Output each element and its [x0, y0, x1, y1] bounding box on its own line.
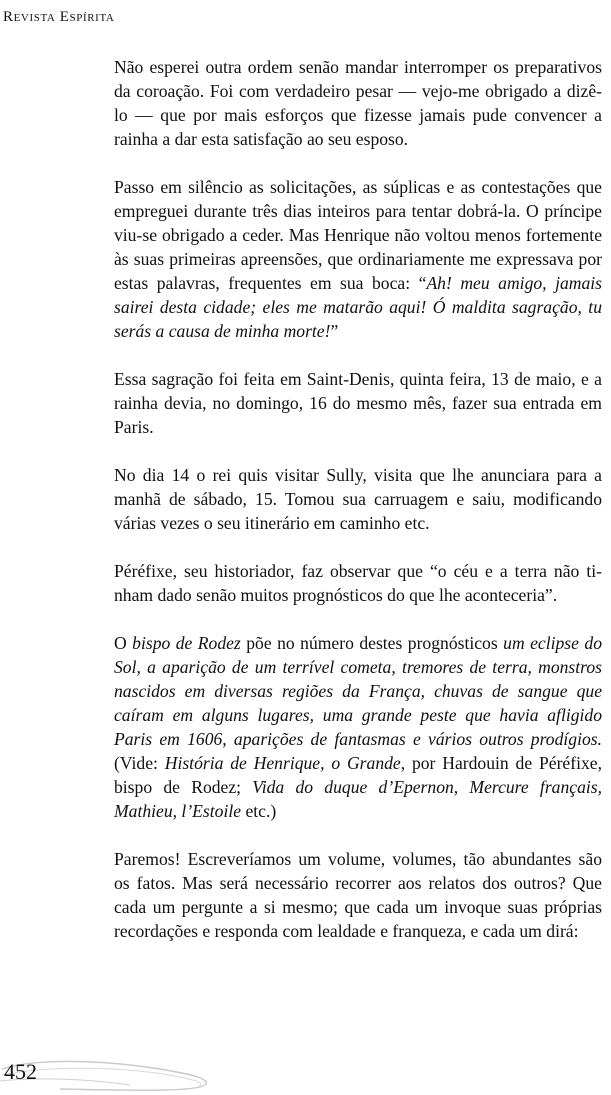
- text-run: (Vide:: [114, 753, 165, 773]
- paragraph: [114, 367, 602, 439]
- italic-text: bispo de Rodez: [132, 633, 241, 653]
- text-run: ”: [330, 321, 339, 341]
- text-run: Paremos! Escreveríamos um volume, volumes, tão abundantes são os fatos. Mas será necessário recorrer aos relatos dos outros? Que cada um pergunte a si mesmo; que cada um invoque suas próprias recordações e responda com lealdade e franqueza, e cada um dirá:: [114, 849, 602, 941]
- text-run: , por Hardouin de Péréfixe, bispo de Rodez;: [114, 753, 602, 797]
- body-text: [114, 55, 602, 967]
- paragraph: [114, 55, 602, 151]
- italic-text: História de Henrique, o Grande: [164, 753, 401, 773]
- text-run: No dia 14 o rei quis visitar Sully, visita que lhe anunciara para a manhã de sábado, 15. Tomou sua carruagem e saiu, modificando várias vezes o seu itinerário em caminho etc.: [114, 465, 602, 533]
- italic-text: Ah! meu amigo, jamais sairei desta cidade; eles me matarão aqui! Ó maldita sagração, tu serás a causa de minha morte!: [114, 273, 603, 341]
- text-run: etc.): [241, 801, 277, 821]
- text-run: Passo em silêncio as solicitações, as súplicas e as contestações que empreguei durante três dias inteiros para tentar dobrá-la. O príncipe viu-se obrigado a ceder. Mas Henrique não voltou menos fortemente às suas primeiras apreensões, que ordinariamente me expressava por estas palavras, frequentes em sua boca: “: [114, 177, 602, 293]
- paragraph: [114, 463, 602, 535]
- italic-text: um eclipse do Sol, a aparição de um terrível cometa, tremores de terra, monstros nascidos em diversas regiões da França, chuvas de sangue que caíram em alguns lugares, uma grande peste que havia afligido Paris em 1606, aparições de fantasmas e vários outros prodígios.: [114, 633, 602, 749]
- text-run: Essa sagração foi feita em Saint-Denis, quinta feira, 13 de maio, e a rainha devia, no domingo, 16 do mesmo mês, fazer sua entrada em Paris.: [114, 369, 602, 437]
- text-run: põe no número destes prognósticos: [240, 633, 504, 653]
- running-head: Revista Espírita: [3, 9, 115, 25]
- page-number: 452: [4, 1059, 37, 1084]
- paragraph: [114, 631, 602, 823]
- text-run: Não esperei outra ordem senão mandar interromper os preparativos da coroação. Foi com verdadeiro pesar — vejo-me obrigado a dizê-lo — que por mais esforços que fizesse jamais pude convencer a rainha a dar esta satisfação ao seu esposo.: [114, 57, 602, 149]
- text-run: O: [114, 633, 133, 653]
- paragraph: [114, 175, 602, 343]
- text-run: Péréfixe, seu historiador, faz observar que “o céu e a terra não tinham dado senão muitos prognósticos do que lhe aconteceria”.: [114, 561, 602, 605]
- italic-text: Vida do duque d’Epernon, Mercure français, Mathieu, l’Estoile: [114, 777, 602, 821]
- paragraph: [114, 847, 602, 943]
- paragraph: [114, 559, 602, 607]
